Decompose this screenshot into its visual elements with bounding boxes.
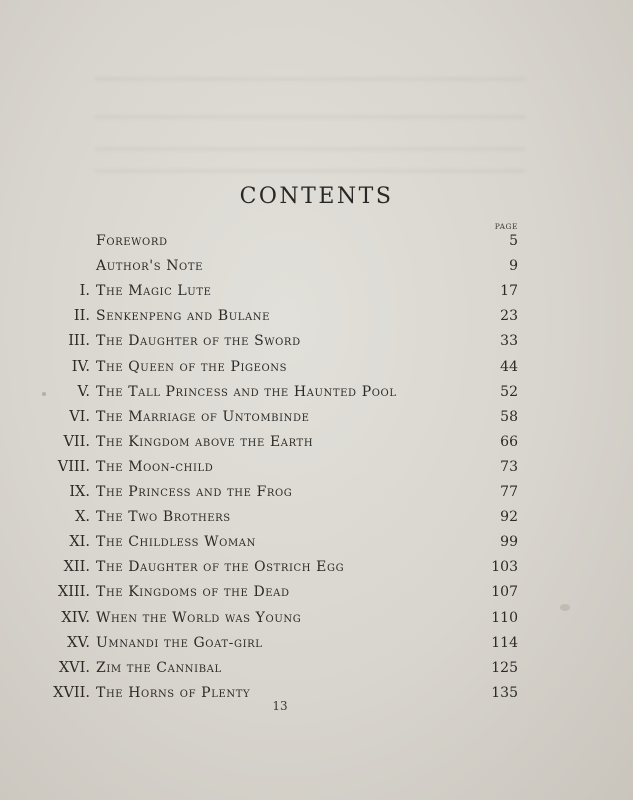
chapter-page: 73: [500, 458, 518, 475]
chapter-title: The Moon-child: [96, 458, 214, 475]
chapter-title: The Childless Woman: [96, 534, 256, 551]
chapter-page: 9: [509, 258, 518, 275]
chapter-page: 135: [491, 684, 518, 701]
toc-entry: [0, 480, 633, 504]
toc-entry: [0, 656, 633, 680]
chapter-numeral: XVI.: [58, 659, 90, 676]
chapter-title: The Queen of the Pigeons: [96, 358, 288, 375]
toc-entry: [0, 254, 633, 278]
toc-entry: [0, 355, 633, 379]
chapter-page: 92: [500, 509, 518, 526]
chapter-title: The Daughter of the Ostrich Egg: [96, 559, 345, 576]
toc-entry: [0, 380, 633, 404]
toc-entry: [0, 279, 633, 303]
toc-entry: [0, 229, 633, 253]
chapter-numeral: VI.: [69, 408, 90, 425]
chapter-numeral: X.: [75, 509, 90, 526]
chapter-page: 66: [500, 433, 518, 450]
chapter-title: Author's Note: [96, 258, 204, 275]
page-number: 13: [272, 699, 288, 713]
chapter-numeral: IX.: [69, 484, 90, 500]
chapter-numeral: XV.: [67, 634, 90, 651]
chapter-page: 77: [500, 484, 518, 500]
chapter-page: 58: [500, 408, 518, 425]
toc-entry: [0, 580, 633, 604]
toc-entry: [0, 430, 633, 454]
chapter-numeral: XIV.: [61, 609, 90, 626]
chapter-numeral: VII.: [63, 433, 90, 450]
chapter-title: The Kingdom above the Earth: [96, 433, 314, 450]
toc-entry: [0, 405, 633, 429]
chapter-page: 52: [500, 383, 518, 400]
chapter-numeral: III.: [68, 333, 90, 350]
chapter-title: The Kingdoms of the Dead: [96, 584, 290, 601]
chapter-page: 114: [491, 634, 518, 651]
toc-entry: [0, 555, 633, 579]
chapter-title: Foreword: [96, 233, 168, 249]
chapter-numeral: XI.: [69, 534, 90, 551]
chapter-title: The Magic Lute: [96, 283, 212, 300]
chapter-title: The Tall Princess and the Haunted Pool: [96, 383, 397, 400]
chapter-numeral: V.: [77, 383, 90, 400]
chapter-title: The Marriage of Untombinde: [96, 408, 310, 425]
chapter-title: The Two Brothers: [96, 509, 231, 526]
chapter-title: Senkenpeng and Bulane: [96, 308, 271, 325]
chapter-title: The Horns of Plenty: [96, 684, 251, 701]
chapter-title: Umnandi the Goat-girl: [96, 634, 263, 651]
chapter-page: 33: [500, 333, 518, 350]
chapter-numeral: VIII.: [57, 458, 90, 475]
toc-entry: [0, 455, 633, 479]
chapter-page: 99: [500, 534, 518, 551]
chapter-title: When the World was Young: [96, 609, 302, 626]
chapter-page: 110: [491, 609, 518, 626]
chapter-page: 125: [491, 659, 518, 676]
toc-entry: [0, 329, 633, 353]
toc-entry: [0, 606, 633, 630]
chapter-numeral: XII.: [63, 559, 90, 576]
toc-entry: [0, 631, 633, 655]
chapter-numeral: I.: [79, 283, 90, 300]
chapter-page: 103: [491, 559, 518, 576]
chapter-page: 5: [509, 233, 518, 249]
toc-entry: [0, 505, 633, 529]
chapter-page: 17: [500, 283, 518, 300]
chapter-title: Zim the Cannibal: [96, 659, 222, 676]
chapter-numeral: II.: [73, 308, 90, 325]
chapter-numeral: IV.: [71, 358, 90, 375]
chapter-page: 44: [500, 358, 518, 375]
chapter-title: The Princess and the Frog: [96, 484, 293, 500]
chapter-title: The Daughter of the Sword: [96, 333, 301, 350]
chapter-numeral: XIII.: [57, 584, 90, 601]
page-column-label: PAGE: [494, 222, 518, 231]
contents-heading: CONTENTS: [239, 184, 394, 209]
chapter-page: 107: [491, 584, 518, 601]
toc-entry: [0, 304, 633, 328]
chapter-numeral: XVII.: [53, 684, 90, 701]
toc-entry: [0, 530, 633, 554]
chapter-page: 23: [500, 308, 518, 325]
